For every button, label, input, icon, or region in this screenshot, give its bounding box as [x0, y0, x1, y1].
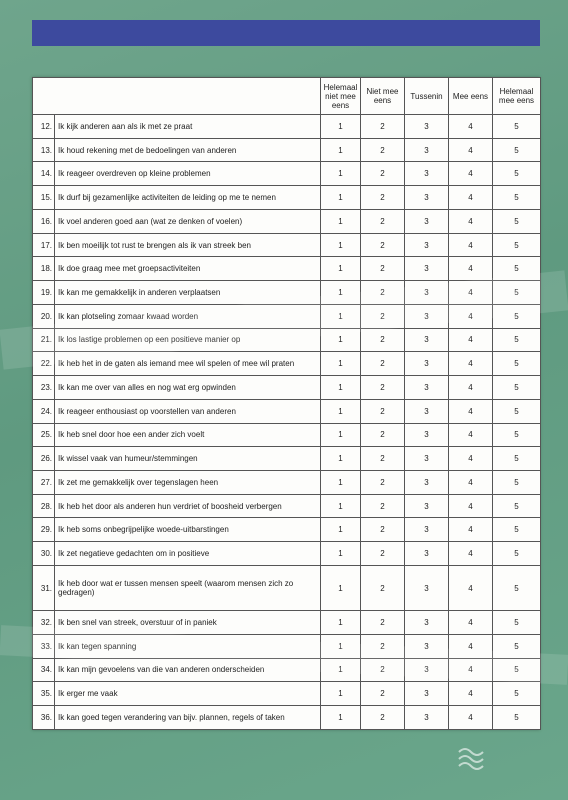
- item-statement: Ik kan plotseling zomaar kwaad worden: [55, 304, 321, 328]
- column-header: Helemaal mee eens: [493, 78, 541, 115]
- table-row: [33, 399, 541, 423]
- table-row: [33, 352, 541, 376]
- rating-option-2[interactable]: 2: [361, 115, 405, 139]
- rating-option-2[interactable]: 2: [361, 399, 405, 423]
- rating-option-5[interactable]: 5: [493, 565, 541, 610]
- rating-option-1[interactable]: 1: [321, 658, 361, 682]
- rating-option-1[interactable]: 1: [321, 423, 361, 447]
- rating-option-4[interactable]: 4: [449, 162, 493, 186]
- table-row: [33, 186, 541, 210]
- item-statement: Ik durf bij gezamenlijke activiteiten de leiding op me te nemen: [55, 186, 321, 210]
- rating-option-1[interactable]: 1: [321, 162, 361, 186]
- item-statement: Ik doe graag mee met groepsactiviteiten: [55, 257, 321, 281]
- rating-option-5[interactable]: 5: [493, 706, 541, 730]
- header-blank-cell: [33, 78, 321, 115]
- rating-option-4[interactable]: 4: [449, 518, 493, 542]
- rating-option-4[interactable]: 4: [449, 494, 493, 518]
- item-statement: Ik heb soms onbegrijpelijke woede-uitbarstingen: [55, 518, 321, 542]
- rating-option-4[interactable]: 4: [449, 634, 493, 658]
- rating-option-4[interactable]: 4: [449, 209, 493, 233]
- item-number: 22.: [33, 352, 55, 376]
- rating-option-2[interactable]: 2: [361, 209, 405, 233]
- rating-option-5[interactable]: 5: [493, 304, 541, 328]
- rating-option-2[interactable]: 2: [361, 658, 405, 682]
- rating-option-3[interactable]: 3: [405, 233, 449, 257]
- column-header: Mee eens: [449, 78, 493, 115]
- item-number: 12.: [33, 115, 55, 139]
- rating-option-3[interactable]: 3: [405, 471, 449, 495]
- table-row: [33, 162, 541, 186]
- rating-option-1[interactable]: 1: [321, 233, 361, 257]
- rating-option-4[interactable]: 4: [449, 447, 493, 471]
- item-number: 36.: [33, 706, 55, 730]
- rating-option-5[interactable]: 5: [493, 447, 541, 471]
- rating-option-5[interactable]: 5: [493, 115, 541, 139]
- rating-option-5[interactable]: 5: [493, 611, 541, 635]
- rating-option-3[interactable]: 3: [405, 447, 449, 471]
- rating-option-5[interactable]: 5: [493, 328, 541, 352]
- rating-option-5[interactable]: 5: [493, 634, 541, 658]
- item-statement: Ik ben snel van streek, overstuur of in paniek: [55, 611, 321, 635]
- item-statement: Ik wissel vaak van humeur/stemmingen: [55, 447, 321, 471]
- rating-option-5[interactable]: 5: [493, 257, 541, 281]
- rating-option-4[interactable]: 4: [449, 304, 493, 328]
- rating-option-4[interactable]: 4: [449, 423, 493, 447]
- item-statement: Ik houd rekening met de bedoelingen van anderen: [55, 138, 321, 162]
- item-number: 28.: [33, 494, 55, 518]
- rating-option-2[interactable]: 2: [361, 518, 405, 542]
- rating-option-3[interactable]: 3: [405, 162, 449, 186]
- rating-option-2[interactable]: 2: [361, 634, 405, 658]
- rating-option-2[interactable]: 2: [361, 138, 405, 162]
- rating-option-5[interactable]: 5: [493, 542, 541, 566]
- item-number: 14.: [33, 162, 55, 186]
- rating-option-1[interactable]: 1: [321, 565, 361, 610]
- item-statement: Ik reageer enthousiast op voorstellen van anderen: [55, 399, 321, 423]
- rating-option-5[interactable]: 5: [493, 186, 541, 210]
- table-header-row: [33, 78, 541, 115]
- rating-option-4[interactable]: 4: [449, 115, 493, 139]
- item-number: 34.: [33, 658, 55, 682]
- item-number: 24.: [33, 399, 55, 423]
- rating-option-4[interactable]: 4: [449, 682, 493, 706]
- table-row: [33, 115, 541, 139]
- item-statement: Ik ben moeilijk tot rust te brengen als ik van streek ben: [55, 233, 321, 257]
- rating-option-2[interactable]: 2: [361, 423, 405, 447]
- rating-option-5[interactable]: 5: [493, 682, 541, 706]
- rating-option-2[interactable]: 2: [361, 304, 405, 328]
- rating-option-3[interactable]: 3: [405, 376, 449, 400]
- table-row: [33, 281, 541, 305]
- rating-option-1[interactable]: 1: [321, 706, 361, 730]
- rating-option-3[interactable]: 3: [405, 542, 449, 566]
- item-number: 13.: [33, 138, 55, 162]
- rating-option-1[interactable]: 1: [321, 328, 361, 352]
- table-row: [33, 376, 541, 400]
- item-statement: Ik kan me over van alles en nog wat erg opwinden: [55, 376, 321, 400]
- rating-option-1[interactable]: 1: [321, 138, 361, 162]
- item-number: 25.: [33, 423, 55, 447]
- rating-option-2[interactable]: 2: [361, 542, 405, 566]
- item-number: 19.: [33, 281, 55, 305]
- rating-option-1[interactable]: 1: [321, 115, 361, 139]
- rating-option-4[interactable]: 4: [449, 328, 493, 352]
- item-statement: Ik heb door wat er tussen mensen speelt (waarom mensen zich zo gedragen): [55, 565, 321, 610]
- rating-option-2[interactable]: 2: [361, 281, 405, 305]
- rating-option-5[interactable]: 5: [493, 399, 541, 423]
- table-row: [33, 304, 541, 328]
- rating-option-5[interactable]: 5: [493, 423, 541, 447]
- item-statement: Ik zet negatieve gedachten om in positieve: [55, 542, 321, 566]
- item-statement: Ik heb het in de gaten als iemand mee wil spelen of mee wil praten: [55, 352, 321, 376]
- rating-option-4[interactable]: 4: [449, 471, 493, 495]
- rating-option-3[interactable]: 3: [405, 423, 449, 447]
- rating-option-4[interactable]: 4: [449, 186, 493, 210]
- table-row: [33, 542, 541, 566]
- questionnaire-table: [32, 77, 541, 730]
- item-number: 30.: [33, 542, 55, 566]
- rating-option-4[interactable]: 4: [449, 352, 493, 376]
- rating-option-2[interactable]: 2: [361, 376, 405, 400]
- rating-option-2[interactable]: 2: [361, 257, 405, 281]
- rating-option-4[interactable]: 4: [449, 138, 493, 162]
- item-statement: Ik zet me gemakkelijk over tegenslagen heen: [55, 471, 321, 495]
- rating-option-1[interactable]: 1: [321, 209, 361, 233]
- rating-option-2[interactable]: 2: [361, 471, 405, 495]
- questionnaire-sheet: [32, 77, 540, 730]
- rating-option-2[interactable]: 2: [361, 565, 405, 610]
- rating-option-1[interactable]: 1: [321, 399, 361, 423]
- rating-option-2[interactable]: 2: [361, 233, 405, 257]
- table-row: [33, 658, 541, 682]
- rating-option-2[interactable]: 2: [361, 494, 405, 518]
- rating-option-1[interactable]: 1: [321, 634, 361, 658]
- item-number: 33.: [33, 634, 55, 658]
- publisher-logo-icon: [456, 744, 486, 774]
- rating-option-3[interactable]: 3: [405, 518, 449, 542]
- rating-option-3[interactable]: 3: [405, 399, 449, 423]
- item-number: 26.: [33, 447, 55, 471]
- rating-option-2[interactable]: 2: [361, 447, 405, 471]
- item-statement: Ik kan me gemakkelijk in anderen verplaatsen: [55, 281, 321, 305]
- rating-option-3[interactable]: 3: [405, 565, 449, 610]
- rating-option-3[interactable]: 3: [405, 115, 449, 139]
- item-statement: Ik kan goed tegen verandering van bijv. plannen, regels of taken: [55, 706, 321, 730]
- rating-option-3[interactable]: 3: [405, 138, 449, 162]
- rating-option-3[interactable]: 3: [405, 304, 449, 328]
- rating-option-5[interactable]: 5: [493, 281, 541, 305]
- rating-option-2[interactable]: 2: [361, 611, 405, 635]
- column-header: Niet mee eens: [361, 78, 405, 115]
- item-number: 27.: [33, 471, 55, 495]
- item-number: 15.: [33, 186, 55, 210]
- rating-option-4[interactable]: 4: [449, 658, 493, 682]
- header-band: [32, 20, 540, 46]
- rating-option-1[interactable]: 1: [321, 518, 361, 542]
- item-number: 31.: [33, 565, 55, 610]
- item-statement: Ik reageer overdreven op kleine problemen: [55, 162, 321, 186]
- rating-option-2[interactable]: 2: [361, 328, 405, 352]
- table-row: [33, 447, 541, 471]
- rating-option-2[interactable]: 2: [361, 162, 405, 186]
- table-row: [33, 257, 541, 281]
- rating-option-1[interactable]: 1: [321, 447, 361, 471]
- rating-option-2[interactable]: 2: [361, 682, 405, 706]
- rating-option-1[interactable]: 1: [321, 542, 361, 566]
- rating-option-2[interactable]: 2: [361, 706, 405, 730]
- table-row: [33, 611, 541, 635]
- item-statement: Ik heb snel door hoe een ander zich voelt: [55, 423, 321, 447]
- rating-option-3[interactable]: 3: [405, 186, 449, 210]
- rating-option-3[interactable]: 3: [405, 494, 449, 518]
- table-row: [33, 634, 541, 658]
- rating-option-1[interactable]: 1: [321, 352, 361, 376]
- rating-option-3[interactable]: 3: [405, 706, 449, 730]
- item-number: 16.: [33, 209, 55, 233]
- rating-option-5[interactable]: 5: [493, 471, 541, 495]
- rating-option-5[interactable]: 5: [493, 209, 541, 233]
- rating-option-4[interactable]: 4: [449, 565, 493, 610]
- rating-option-5[interactable]: 5: [493, 494, 541, 518]
- item-statement: Ik voel anderen goed aan (wat ze denken of voelen): [55, 209, 321, 233]
- table-row: [33, 471, 541, 495]
- rating-option-3[interactable]: 3: [405, 634, 449, 658]
- rating-option-3[interactable]: 3: [405, 257, 449, 281]
- rating-option-2[interactable]: 2: [361, 186, 405, 210]
- table-row: [33, 518, 541, 542]
- item-number: 20.: [33, 304, 55, 328]
- rating-option-3[interactable]: 3: [405, 328, 449, 352]
- item-statement: Ik kijk anderen aan als ik met ze praat: [55, 115, 321, 139]
- rating-option-5[interactable]: 5: [493, 376, 541, 400]
- column-header: Helemaal niet mee eens: [321, 78, 361, 115]
- table-row: [33, 682, 541, 706]
- rating-option-4[interactable]: 4: [449, 542, 493, 566]
- table-row: [33, 494, 541, 518]
- rating-option-1[interactable]: 1: [321, 471, 361, 495]
- rating-option-5[interactable]: 5: [493, 233, 541, 257]
- rating-option-5[interactable]: 5: [493, 162, 541, 186]
- item-statement: Ik los lastige problemen op een positieve manier op: [55, 328, 321, 352]
- table-row: [33, 706, 541, 730]
- rating-option-1[interactable]: 1: [321, 186, 361, 210]
- item-number: 23.: [33, 376, 55, 400]
- rating-option-4[interactable]: 4: [449, 281, 493, 305]
- rating-option-4[interactable]: 4: [449, 233, 493, 257]
- rating-option-4[interactable]: 4: [449, 611, 493, 635]
- rating-option-3[interactable]: 3: [405, 682, 449, 706]
- table-row: [33, 328, 541, 352]
- rating-option-1[interactable]: 1: [321, 257, 361, 281]
- table-row: [33, 233, 541, 257]
- rating-option-3[interactable]: 3: [405, 611, 449, 635]
- table-row: [33, 138, 541, 162]
- item-number: 18.: [33, 257, 55, 281]
- table-row: [33, 565, 541, 610]
- rating-option-1[interactable]: 1: [321, 494, 361, 518]
- rating-option-1[interactable]: 1: [321, 304, 361, 328]
- rating-option-4[interactable]: 4: [449, 399, 493, 423]
- rating-option-4[interactable]: 4: [449, 706, 493, 730]
- item-number: 35.: [33, 682, 55, 706]
- item-statement: Ik kan tegen spanning: [55, 634, 321, 658]
- rating-option-2[interactable]: 2: [361, 352, 405, 376]
- rating-option-4[interactable]: 4: [449, 376, 493, 400]
- rating-option-1[interactable]: 1: [321, 281, 361, 305]
- rating-option-3[interactable]: 3: [405, 658, 449, 682]
- rating-option-5[interactable]: 5: [493, 518, 541, 542]
- rating-option-1[interactable]: 1: [321, 376, 361, 400]
- item-number: 29.: [33, 518, 55, 542]
- rating-option-3[interactable]: 3: [405, 209, 449, 233]
- table-row: [33, 209, 541, 233]
- rating-option-5[interactable]: 5: [493, 138, 541, 162]
- table-row: [33, 423, 541, 447]
- rating-option-3[interactable]: 3: [405, 281, 449, 305]
- rating-option-5[interactable]: 5: [493, 352, 541, 376]
- column-header: Tussenin: [405, 78, 449, 115]
- item-statement: Ik kan mijn gevoelens van die van anderen onderscheiden: [55, 658, 321, 682]
- rating-option-4[interactable]: 4: [449, 257, 493, 281]
- item-statement: Ik heb het door als anderen hun verdriet of boosheid verbergen: [55, 494, 321, 518]
- item-number: 21.: [33, 328, 55, 352]
- rating-option-3[interactable]: 3: [405, 352, 449, 376]
- rating-option-5[interactable]: 5: [493, 658, 541, 682]
- item-number: 32.: [33, 611, 55, 635]
- item-statement: Ik erger me vaak: [55, 682, 321, 706]
- rating-option-1[interactable]: 1: [321, 682, 361, 706]
- item-number: 17.: [33, 233, 55, 257]
- rating-option-1[interactable]: 1: [321, 611, 361, 635]
